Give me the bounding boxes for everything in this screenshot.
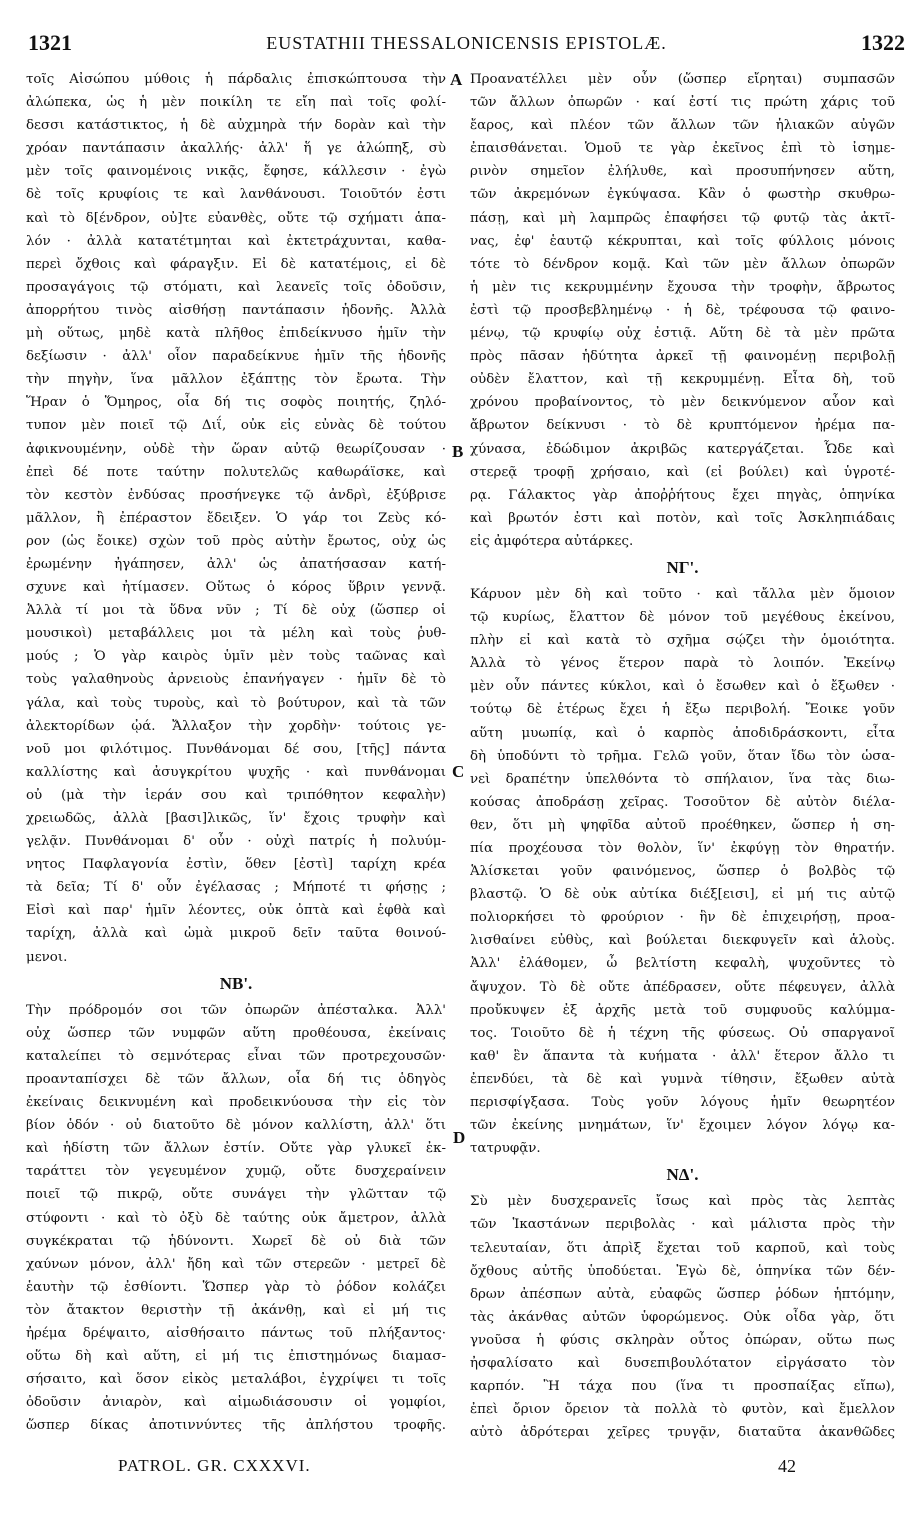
text-line: πάσῃ, καὶ μὴ λαμπρῶς ἐπαφήσει τῷ φυτῷ τὰς ἀκτῖ-	[470, 210, 895, 226]
text-line: τατρυφᾷν.	[470, 1141, 541, 1157]
text-line: δὲ τοῖς κρυφίοις τε καὶ λανθάνουσι. Τοιοῦτόν ἐστι	[26, 187, 446, 203]
text-line: ἀλώπεκα, ὡς ἡ μὲν ποικίλη τε εἴη παὶ τοῖς φολί-	[26, 95, 446, 111]
text-line: γελᾷν. Πυνθάνομαι δ' οὖν · οὐχὶ πατρίς ἡ πολυύμ-	[26, 834, 446, 850]
text-line: προσαγάγοις τῷ στόματι, καὶ λεανεῖς τοῖς ὀδοῦσιν,	[26, 279, 446, 295]
text-line: τελευταίαν, ὅτι ἀπρὶξ ἔχεται τοῦ καρποῦ, καὶ τοὺς	[470, 1240, 895, 1256]
text-line: χρειωδῶς, ἀλλὰ [βασι]λικῶς, ἵν' ἔχοις τρυφὴν καὶ	[26, 811, 446, 826]
text-line: γνοῦσα ἡ φύσις σκληρὰν οὖτος ὀπώραν, οὕτω πως	[470, 1332, 895, 1348]
text-line: νοῦ μοι φιλότιμος. Πυνθάνομαι δέ σου, [τῆς] πάντα	[26, 741, 446, 757]
text-line: Ἥραν ὁ Ὅμηρος, οἷα δή τις σοφὸς ποιητής, ζηλό-	[26, 395, 446, 411]
text-line: ὄχθους αὐτῆς ὑποδύεται. Ἐγὼ δὲ, ὁπηνίκα τῶν δέν-	[470, 1263, 895, 1279]
text-line: καλλίστης καὶ ἀσυγκρίτου ψυχῆς · καὶ πυνθάνομαι	[26, 764, 446, 780]
text-line: τῷ κυρίως, ἔλαττον δὲ μόνον τοῦ μεγέθους ἐκείνου,	[470, 610, 895, 626]
text-line: Κάρυον μὲν δὴ καὶ τοῦτο · καὶ τἄλλα μὲν ὅμοιον	[470, 586, 895, 602]
text-line: δὴ ὑποδύντι τὸ τρῆμα. Γελῶ γοῦν, ὅταν ἴδω τὸν ὡσα-	[470, 748, 895, 764]
letter-54-text	[470, 1190, 895, 1444]
column-number-right: 1322	[861, 30, 905, 55]
margin-letter-a: A	[450, 70, 463, 89]
text-line: κούσας ἀποδράσῃ χεῖρας. Τοσοῦτον δὲ αὐτὸν διέλα-	[470, 794, 895, 810]
text-line: ἐκείναις δεικνυμένη καὶ προδεικνύουσα τὴν εἰς τὸν	[26, 1095, 446, 1111]
text-line: Ἀλλ' ἐλάθομεν, ὦ βελτίστη κεφαλὴ, ψυχοῦντες τὸ	[470, 956, 895, 972]
text-line: συγκέκραται τῷ ἡδύνοντι. Χωρεῖ δὲ οὐ διὰ τῶν	[26, 1233, 446, 1249]
text-line: νας, ἐφ' ἑαυτῷ κέκρυπται, καὶ τοῖς φύλλοις μόνοις	[470, 233, 895, 249]
text-line: σχυνε καὶ ἠτίμασεν. Οὕτως ὁ κόρος ὕβριν γεννᾷ.	[26, 580, 446, 596]
text-line: ρινὸν σημεῖον ἐλήλυθε, καὶ προσυπήνησεν αὕτη,	[470, 164, 895, 180]
text-line: τὴν πηγὴν, ἵνα μᾶλλον ἐξάπτῃς τὸν ἔρωτα. Τὴν	[26, 372, 446, 388]
text-line: πλὴν εἰ καὶ κατὰ τὸ σχῆμα σῴζει τὴν ὁμοιότητα.	[470, 633, 895, 649]
text-line: ἄψυχον. Τὸ δὲ οὔτε ἀπέδρασεν, οὔτε πέφευγεν, ἀλλὰ	[470, 979, 895, 995]
text-line: Τὴν πρόδρομόν σοι τῶν ὀπωρῶν ἀπέσταλκα. Ἀλλ'	[26, 1002, 446, 1018]
text-line: ὀδοῦσιν ἀνιαρὸν, καὶ αἱμωδιάσουσιν οἱ γομφίοι,	[26, 1395, 446, 1411]
text-line: Ἀλλὰ τί μοι τὰ ὕδνα νῦν ; Τί δὲ οὐχ (ὥσπερ οἱ	[26, 603, 446, 619]
letter-51-ending	[26, 68, 446, 969]
text-line: ἑαυτὴν τῷ ἐσθίοντι. Ὥσπερ γὰρ τὸ ῥόδον κολάζει	[26, 1279, 446, 1295]
text-line: δεσσι κατάστικτος, ἡ δὲ αὐχμηρὰ τήν δορὰν καὶ τὴν	[26, 118, 446, 134]
text-line: βίον ὁδόν · οὐ διατοῦτο δὲ μόνον καλλίστη, ἀλλ' ὅτι	[26, 1118, 446, 1134]
text-line: θεν, ὅτι μὴ ψηφῖδα αὐτοῦ προέθηκεν, ὥσπερ ἡ ση-	[470, 817, 895, 833]
text-line: ἀφικνουμένην, οὐδὲ τὴν ὥραν αὐτῷ θεωρίζουσαν ·	[26, 441, 446, 457]
text-line: ποιεῖ τῷ πικρῷ, οὔτε συνάγει τὴν γλῶτταν τῷ	[26, 1187, 446, 1203]
text-line: μενοι.	[26, 949, 68, 965]
section-heading-nb: NB'.	[219, 973, 253, 993]
margin-letter-b: B	[452, 442, 464, 461]
text-line: λισθαίνει εὐθὺς, καὶ βούλεται διεκφυγεῖν καὶ ἁλοὺς.	[470, 933, 895, 949]
text-line: ταράττει τὸν γεγευμένον χυμῷ, οὔτε δυσχεραίνειν	[26, 1164, 446, 1180]
text-line: γάλα, καὶ τοὺς τυροὺς, καὶ τὸ βούτυρον, καὶ τὰ τῶν	[26, 695, 446, 711]
text-line: ἠσφαλίσατο καὶ δυσεπιβουλότατον εἰργάσατο τὸν	[470, 1355, 895, 1371]
text-line: τὰ δεῖα; Τί δ' οὖν ἐγέλασας ; Μήποτέ τι φήσῃς ;	[26, 880, 446, 896]
text-line: μὲν οὖν πάντες κύκλοι, καὶ ὁ ἔσωθεν καὶ ὁ ἔξωθεν ·	[470, 679, 895, 695]
footer-signature: PATROL. GR. CXXXVI.	[118, 1456, 311, 1475]
text-line: ἄβρωτον δείκνυσι · τὸ δὲ κρυπτόμενον ἠρέμα πα-	[470, 418, 895, 434]
text-line: μούς ; Ὁ γὰρ καιρὸς ὑμῖν μὲν τοὺς ταῶνας καὶ	[26, 649, 446, 665]
text-line: ἐπενδύει, τὰ δὲ καὶ γυμνὰ τίθησιν, ἔξωθεν αὐτὰ	[470, 1071, 895, 1087]
text-line: οὕτω δὴ καὶ αὕτη, εἰ μή τις ἐπιστημόνως διαμασ-	[26, 1349, 446, 1365]
text-line: ἐπεὶ δέ ποτε ταύτην πολυτελῶς καθωράϊσκε, καὶ	[26, 464, 446, 480]
text-line: χύνασα, ἐδώδιμον ἀκριβῶς κατεργάζεται. Ὧδε καὶ	[470, 441, 895, 457]
text-line: ἡ μὲν τις κεκρυμμένην ἔχουσα τὴν τροφὴν, ἄβρωτος	[470, 279, 895, 295]
text-line: στύφοντι · καὶ τὸ ὀξὺ δὲ ταύτης οὐκ ἄμετρον, ἀλλὰ	[26, 1210, 446, 1226]
text-line: μᾶλλον, ἢ ἐπέραστον ἔδειξεν. Ὁ γάρ τοι Ζεὺς κό-	[26, 510, 446, 526]
text-line: ὥσπερ δίκας ἀποτιννύντες τῆς ἀπλήστου τροφῆς.	[26, 1418, 446, 1434]
text-line: ἔαρος, καὶ πλέον τῶν ἄλλων τῶν ἡλιακῶν αὐγῶν	[470, 118, 895, 134]
text-line: τῶν ἀκρεμόνων ἐγκύψασα. Κἂν ὁ φωστὴρ σκυθρω-	[470, 187, 895, 203]
text-line: χρόαν παντάπασιν ἀκαλλής· ἀλλ' ἥ γε ἀλώπηξ, σὺ	[26, 141, 446, 157]
text-line: αὕτη μυωπίᾳ, καὶ ὁ καρπὸς ἀποδιδράσκοντι, εἶτα	[470, 725, 895, 741]
text-line: χαύνων μόνον, ἀλλ' ἤδη καὶ τῶν στερεῶν · μετρεῖ δὲ	[26, 1256, 446, 1272]
text-line: καθ' ἓν ἅπαντα τὰ κυήματα · ἀλλ' ἕτερον ἄλλο τι	[470, 1048, 895, 1064]
text-line: τῶν Ἱκαστάνων περιβολὰς · καὶ μάλιστα πρὸς τὴν	[470, 1217, 895, 1233]
letter-53-text	[470, 583, 895, 1160]
margin-letter-d: D	[453, 1128, 466, 1147]
text-line: ἐστὶ τῷ προσβεβλημένῳ · ἡ δὲ, τρέφουσα τῷ φαινο-	[470, 302, 895, 318]
left-column	[26, 68, 446, 1437]
column-number-left: 1321	[28, 30, 72, 55]
text-line: πολιορκήσει τὸ φρούριον · ἣν δὲ ἐπιχειρήσῃ, προα-	[470, 910, 895, 926]
text-line: σήσαιτο, καὶ ὅσον εἰκὸς μεταλάβοι, ἐγχρίψει τι τοῖς	[26, 1372, 446, 1388]
section-heading-ng: NΓ'.	[666, 557, 699, 577]
text-line: οὐδὲν ἔλαττον, καὶ τῇ κεκρυμμένῃ. Εἶτα δὴ, τοῦ	[470, 372, 895, 388]
text-line: τῶν ἐκείνης μνημάτων, ἵν' ἔχοιμεν λόγον λόγῳ κα-	[470, 1118, 895, 1134]
text-line: καὶ τὸ δ[ένδρον, οὐ]τε εὐανθὲς, οὔτε τῷ σχήματι ἁπα-	[26, 210, 446, 226]
text-line: πρὸς πᾶσαν ἡδύτητα ἀρκεῖ τῇ φαινομένῃ περιβολῇ	[470, 349, 895, 365]
text-line: νητος Παφλαγονία ἐστὶν, ὅθεν [ἐστὶ] ταρίχη κρέα	[26, 857, 446, 873]
text-line: Εἰσὶ καὶ παρ' ἡμῖν λέοντες, οὐκ ὀπτὰ καὶ ἑφθὰ καὶ	[26, 903, 446, 919]
text-line: ἐρωμένην ἠγάπησεν, ἀλλ' ὡς ἀπατήσασαν κατή-	[26, 556, 446, 572]
text-line: ταρίχη, ἀλλὰ καὶ ὠμὰ μικροῦ δεῖν ταῦτα θοινού-	[26, 926, 446, 942]
footer-sheet-number: 42	[778, 1456, 796, 1476]
text-line: πία προχέουσα τὸν θολὸν, ἵν' ἐκφύγῃ τὸν θηρατήν.	[470, 841, 895, 856]
text-line: προανταπίσχει δὲ τῶν ἄλλων, οἷα δή τις ὁδηγὸς	[26, 1071, 446, 1087]
text-line: τοὺς γαλαθηνοὺς ἀρνειοὺς ἐπανήγαγεν · ἡμῖν δὲ τὸ	[26, 672, 446, 688]
text-line: ἐπεὶ ὄριον ὄρειον τὰ πολλὰ τὸ φυτὸν, καὶ ἔμελλον	[470, 1402, 895, 1418]
text-line: ἐπαισθάνεται. Ὁμοῦ τε γὰρ ἐκεῖνος ἐπὶ τὸ ἰσημε-	[470, 141, 895, 157]
right-column	[470, 68, 895, 1444]
text-line: οὐ (μὰ τὴν ἱεράν σου καὶ τριπόθητον κεφαλὴν)	[26, 787, 446, 803]
text-line: οὐχ ὥσπερ τῶν νυμφῶν αὕτη προθέουσα, ἐκείναις	[26, 1025, 446, 1041]
text-line: καὶ ἡδίστη τῶν ἄλλων ἐστίν. Οὔτε γὰρ γλυκεῖ ἐκ-	[26, 1141, 446, 1157]
text-line: δεξίωσιν · ἀλλ' οἷον παραδείκνυε ἡμῖν τῆς ἡδονῆς	[26, 349, 446, 365]
text-line: ἠρέμα δρέψαιτο, αἰσθήσαιτο πάντως τοῦ πλήξαντος·	[26, 1325, 446, 1341]
text-line: καταλείπει τὸ σεμνότερας εἶναι τῶν προτρεχουσῶν·	[26, 1048, 446, 1064]
text-line: τοῖς Αἰσώπου μύθοις ἡ πάρδαλις ἐπισκώπτουσα τὴν	[26, 72, 446, 87]
text-line: μουσικοὶ) μεταβάλλεις μοι τὰ μέλη καὶ τοὺς ῥυθ-	[26, 626, 446, 642]
text-line: αὐτὸ ἀδρότεραι χεῖρες τρυγᾷν, διαταῦτα ἀκανθῶδες	[470, 1425, 895, 1441]
text-line: ἀλεκτορίδων ᾠά. Ἄλλαξον τὴν χορδὴν· τούτοις γε-	[26, 718, 446, 734]
text-line: προὔκυψεν ἐξ ἀρχῆς μετὰ τοῦ συμφυοῦς καλύμμα-	[470, 1002, 895, 1018]
running-head	[28, 30, 905, 62]
text-line: χρόνου προβαίνοντος, τὸ μὲν δεικνύμενον αὖον καὶ	[470, 395, 895, 411]
text-line: νεὶ δραπέτην ὑπελθόντα τὸ σπήλαιον, ἵνα τὰς διω-	[470, 771, 895, 787]
text-line: Ἀλλὰ τὸ γένος ἕτερον παρὰ τὸ λοιπόν. Ἐκείνῳ	[470, 656, 895, 672]
text-line: τὰς ἀκάνθας αὐτῶν ὑφορώμενος. Οὐκ οἶδα γὰρ, ὅτι	[470, 1309, 895, 1325]
letter-52-text	[26, 999, 446, 1438]
text-line: καὶ βρωτόν ἐστι καὶ ποτὸν, καὶ τοῖς Ἀσκληπιάδαις	[470, 510, 895, 526]
text-line: τος. Τοιοῦτο δὲ ἡ τέχνη τῆς φύσεως. Οὐ σπαργανοῖ	[470, 1025, 895, 1041]
text-line: λόν · ἀλλὰ κατατέτμηται καὶ ἐκτετράχυνται, καθα-	[26, 233, 446, 249]
margin-letter-c: C	[452, 762, 465, 781]
text-line: Ἁλίσκεται γοῦν φαινόμενος, ὥσπερ ὁ βολβὸς τῷ	[470, 864, 895, 880]
text-line: καρπόν. Ἢ τάχα που (ἵνα τι προσπαίξας εἴπω),	[470, 1379, 895, 1395]
text-line: ρον (ὡς ἔοικε) σχὼν τοῦ πρὸς αὐτὴν ἔρωτος, οὐχ ὡς	[26, 533, 446, 549]
text-line: τῶν ἄλλων ὀπωρῶν · καί ἐστί τις πρώτη χάρις τοῦ	[470, 95, 895, 111]
text-line: Σὺ μὲν δυσχερανεῖς ἴσως καὶ πρὸς τὰς λεπτὰς	[470, 1194, 895, 1210]
text-line: μὲν τοῖς φαινομένοις νικᾷς, ἔφησε, κάλλεσιν · ἐγὼ	[26, 164, 446, 180]
text-line: βλαστῷ. Ὁ δὲ οὐκ αὐτίκα διέξ[εισι], εἰ μή τις αὐτῷ	[470, 887, 895, 903]
text-line: μὴ οὕτως, μηδὲ κατὰ πλῆθος ἐπιδείκνυσο ἡμῖν τὴν	[26, 326, 446, 342]
text-line: τούτῳ δὲ ἑτέρως ἔχει ἡ ἔξω περιβολή. Ἔοικε γοῦν	[470, 702, 895, 718]
section-heading-nd: NΔ'.	[666, 1165, 699, 1185]
text-line: περεὶ ὄχθοις καὶ φάραγξιν. Εἰ δὲ κατατέμοις, εἰ δὲ	[26, 256, 446, 272]
text-line: ἀπορρήτου τινὸς αἰσθήσῃ παντάπασιν ἡδονῆς. Ἀλλὰ	[26, 302, 446, 318]
text-line: στερεᾷ τροφῇ χρήσαιο, καὶ (εἰ βούλει) καὶ ὑγροτέ-	[470, 464, 895, 480]
running-title: EUSTATHII THESSALONICENSIS EPISTOLÆ.	[266, 33, 667, 53]
text-line: περισφίγξασα. Τοὺς γοῦν λόγους ἡμῖν θεωρητέον	[470, 1095, 895, 1111]
text-line: τὸν κεστὸν ἐνδύσας προσήνεγκε τῷ ἀνδρὶ, ἐξύβρισε	[26, 487, 446, 503]
text-line: εἰς ἀμφότερα αὐτάρκες.	[470, 533, 634, 549]
text-line: τυπον μὲν ποιεῖ τῷ Διΐ, οὐκ εἰς εὐνὰς δὲ τούτου	[26, 418, 446, 434]
text-line: μένῳ, τῷ κρυφίῳ οὐχ ἐστιᾷ. Αὕτη δὲ τὰ μὲν πρῶτα	[470, 326, 895, 342]
letter-52-continued	[470, 68, 895, 553]
text-line: ρᾳ. Γάλακτος γὰρ ἀποῤῥήτους ἔχει πηγὰς, ὁπηνίκα	[470, 487, 895, 503]
text-line: τότε τὸ δένδρον κομᾷ. Καὶ τῶν μὲν ἄλλων ὀπωρῶν	[470, 256, 895, 272]
text-line: Προανατέλλει μὲν οὖν (ὥσπερ εἴρηται) συμπασῶν	[470, 72, 895, 87]
text-line: τὸν ἄτακτον θεριστὴν τῇ ἀκάνθῃ, καὶ εἰ μή τις	[26, 1302, 446, 1318]
text-line: δρων ἀπέσπων αὐτὰ, εὐαφῶς ὥσπερ ῥόδων ἡπτόμην,	[470, 1286, 895, 1302]
